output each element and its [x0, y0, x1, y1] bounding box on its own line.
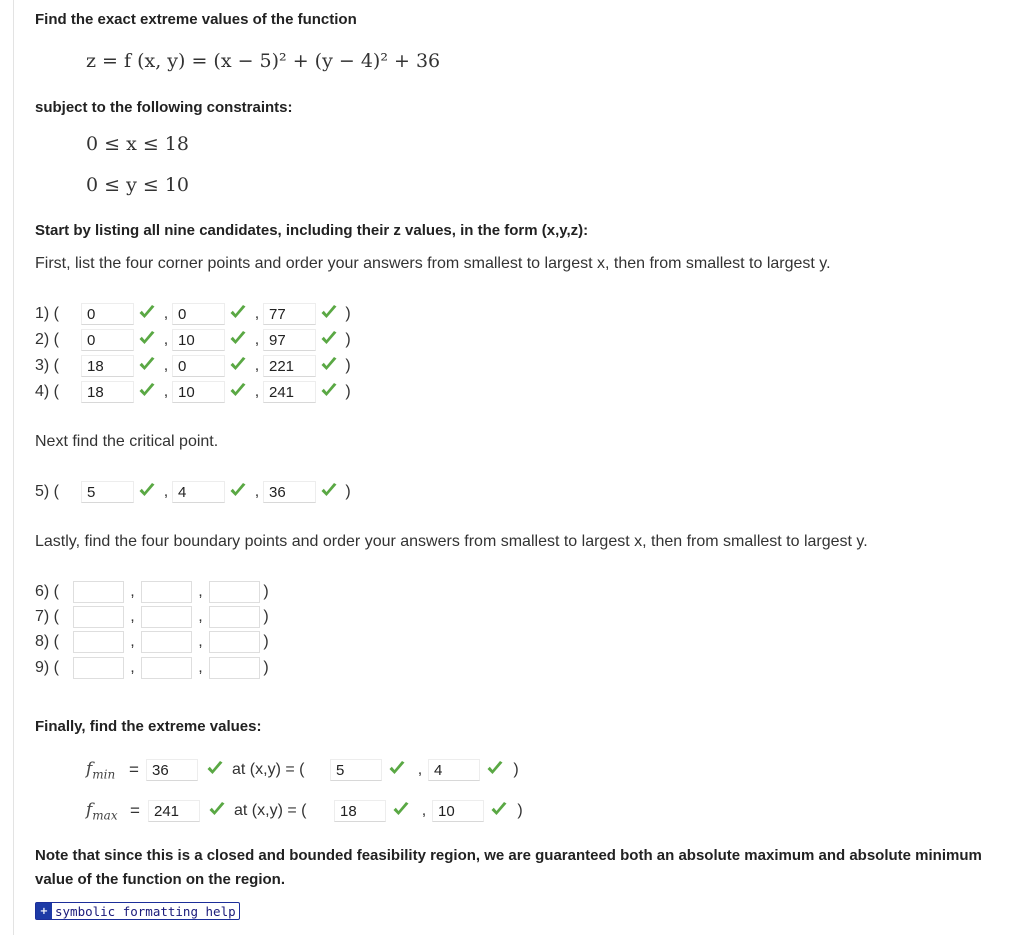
correct-check-icon — [316, 382, 342, 402]
comma: , — [198, 633, 203, 650]
help-label: symbolic formatting help — [55, 903, 236, 919]
close-paren: ) — [513, 761, 519, 778]
y-input[interactable] — [141, 606, 192, 628]
close-paren: ) — [345, 383, 351, 400]
comma: , — [254, 357, 260, 374]
x-input[interactable] — [73, 657, 124, 679]
close-paren: ) — [263, 659, 269, 676]
close-paren: ) — [263, 608, 269, 625]
comma: , — [130, 583, 135, 600]
candidate-row-3 — [35, 354, 354, 378]
x-input[interactable] — [73, 606, 124, 628]
comma: , — [417, 761, 423, 778]
comma: , — [130, 633, 135, 650]
candidate-row-6 — [35, 580, 272, 604]
at-label: at (x,y) = ( — [232, 761, 305, 778]
row-label: 3) ( — [35, 357, 59, 374]
fmax-input[interactable] — [148, 800, 200, 822]
correct-check-icon — [480, 760, 510, 780]
correct-check-icon — [134, 482, 160, 502]
boundary-instruction: Lastly, find the four boundary points and order your answers from smallest to largest x, then from smallest to largest y. — [35, 533, 868, 550]
row-label: 1) ( — [35, 305, 59, 322]
correct-check-icon — [134, 382, 160, 402]
comma: , — [198, 659, 203, 676]
fmin-x-input[interactable] — [330, 759, 382, 781]
comma: , — [130, 659, 135, 676]
close-paren: ) — [517, 802, 523, 819]
fmin-row — [86, 757, 522, 783]
x-input[interactable] — [81, 381, 134, 403]
closing-note: Note that since this is a closed and bounded feasibility region, we are guaranteed both an absolute maximum and absolute minimum value of the function on the region. — [35, 847, 982, 888]
fmin-input[interactable] — [146, 759, 198, 781]
correct-check-icon — [386, 801, 416, 821]
z-input[interactable] — [209, 657, 260, 679]
row-label: 4) ( — [35, 383, 59, 400]
comma: , — [254, 305, 260, 322]
correct-check-icon — [225, 330, 251, 350]
comma: , — [163, 383, 169, 400]
fmax-x-input[interactable] — [334, 800, 386, 822]
y-input[interactable] — [141, 657, 192, 679]
comma: , — [163, 331, 169, 348]
fmax-y-input[interactable] — [432, 800, 484, 822]
z-input[interactable] — [263, 355, 316, 377]
x-input[interactable] — [81, 355, 134, 377]
candidate-row-5 — [35, 480, 354, 504]
plus-icon: + — [36, 903, 52, 919]
fmin-y-input[interactable] — [428, 759, 480, 781]
equals-sign: = — [130, 801, 140, 820]
correct-check-icon — [225, 304, 251, 324]
comma: , — [198, 608, 203, 625]
correct-check-icon — [316, 330, 342, 350]
x-input[interactable] — [73, 581, 124, 603]
correct-check-icon — [134, 304, 160, 324]
min-subscript: min — [92, 767, 116, 782]
comma: , — [254, 483, 260, 500]
critical-instruction: Next find the critical point. — [35, 433, 219, 450]
y-input[interactable] — [141, 581, 192, 603]
fmax-symbol — [86, 800, 122, 822]
function-expression: z = f (x, y) = (x − 5)² + (y − 4)² + 36 — [86, 50, 441, 72]
instruction-text: Start by listing all nine candidates, including their z values, in the form (x,y,z): — [35, 222, 589, 239]
correct-check-icon — [134, 330, 160, 350]
correct-check-icon — [316, 304, 342, 324]
comma: , — [163, 357, 169, 374]
row-label: 6) ( — [35, 583, 59, 600]
correct-check-icon — [134, 356, 160, 376]
correct-check-icon — [225, 482, 251, 502]
candidate-row-1 — [35, 302, 354, 326]
fmin-symbol — [86, 759, 122, 781]
symbolic-formatting-help-button[interactable] — [35, 902, 240, 920]
constraint-x: 0 ≤ x ≤ 18 — [86, 133, 189, 155]
close-paren: ) — [263, 583, 269, 600]
candidate-row-8 — [35, 630, 272, 654]
correct-check-icon — [225, 382, 251, 402]
x-input[interactable] — [81, 303, 134, 325]
close-paren: ) — [345, 483, 351, 500]
correct-check-icon — [484, 801, 514, 821]
problem-title: Find the exact extreme values of the function — [35, 11, 357, 28]
y-input[interactable] — [172, 355, 225, 377]
y-input[interactable] — [172, 481, 225, 503]
x-input[interactable] — [81, 481, 134, 503]
correct-check-icon — [316, 482, 342, 502]
row-label: 2) ( — [35, 331, 59, 348]
comma: , — [198, 583, 203, 600]
z-input[interactable] — [263, 329, 316, 351]
fmax-row — [86, 798, 526, 824]
comma: , — [163, 483, 169, 500]
comma: , — [163, 305, 169, 322]
z-input[interactable] — [209, 631, 260, 653]
candidate-row-7 — [35, 605, 272, 629]
z-input[interactable] — [209, 606, 260, 628]
corners-instruction: First, list the four corner points and order your answers from smallest to largest x, then from smallest to largest y. — [35, 255, 831, 272]
left-border-line — [13, 0, 14, 935]
z-input[interactable] — [209, 581, 260, 603]
correct-check-icon — [200, 801, 234, 821]
close-paren: ) — [345, 305, 351, 322]
x-input[interactable] — [73, 631, 124, 653]
close-paren: ) — [345, 357, 351, 374]
z-input[interactable] — [263, 303, 316, 325]
candidate-row-2 — [35, 328, 354, 352]
row-label: 5) ( — [35, 483, 59, 500]
f-symbol: f — [86, 799, 93, 820]
f-symbol: f — [86, 758, 93, 779]
comma: , — [130, 608, 135, 625]
close-paren: ) — [263, 633, 269, 650]
candidate-row-4 — [35, 380, 354, 404]
y-input[interactable] — [172, 381, 225, 403]
at-label: at (x,y) = ( — [234, 802, 307, 819]
correct-check-icon — [225, 356, 251, 376]
max-subscript: max — [92, 808, 118, 823]
comma: , — [254, 331, 260, 348]
z-input[interactable] — [263, 481, 316, 503]
row-label: 8) ( — [35, 633, 59, 650]
correct-check-icon — [316, 356, 342, 376]
z-input[interactable] — [263, 381, 316, 403]
correct-check-icon — [382, 760, 412, 780]
constraint-y: 0 ≤ y ≤ 10 — [86, 174, 189, 196]
constraints-heading: subject to the following constraints: — [35, 99, 293, 116]
equals-sign: = — [129, 760, 139, 779]
comma: , — [254, 383, 260, 400]
y-input[interactable] — [172, 329, 225, 351]
row-label: 7) ( — [35, 608, 59, 625]
candidate-row-9 — [35, 656, 272, 680]
x-input[interactable] — [81, 329, 134, 351]
extreme-heading: Finally, find the extreme values: — [35, 718, 262, 735]
comma: , — [421, 802, 427, 819]
y-input[interactable] — [172, 303, 225, 325]
row-label: 9) ( — [35, 659, 59, 676]
y-input[interactable] — [141, 631, 192, 653]
close-paren: ) — [345, 331, 351, 348]
correct-check-icon — [198, 760, 232, 780]
